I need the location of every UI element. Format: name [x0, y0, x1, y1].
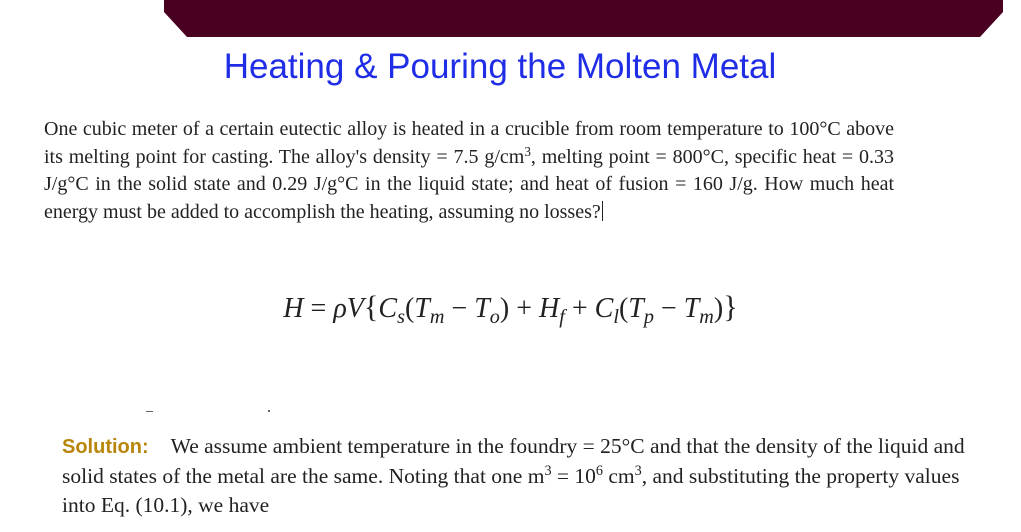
eq-plus-1: + [509, 293, 539, 324]
eq-Tp: T [628, 293, 644, 324]
eq-left-paren-2: ( [618, 293, 629, 324]
eq-sub-o: o [489, 306, 500, 329]
eq-V: V [346, 293, 364, 324]
solution-text-part-4: , and substituting the property values into Eq. (10.1), we have [62, 464, 960, 517]
eq-sub-l: l [613, 306, 619, 329]
problem-text-part-1: One cubic meter of a certain eutectic alloy is heated in a crucible from room temperature to 100°C above its melting point for casting. The alloy's density = 7.5 g/cm [44, 118, 894, 168]
heat-equation [0, 290, 1021, 329]
eq-rho: ρ [333, 293, 347, 324]
solution-sup-1: 3 [544, 463, 552, 480]
solution-label: Solution: [62, 436, 149, 458]
eq-Hf: H [539, 293, 560, 324]
eq-sub-m-2: m [699, 306, 714, 329]
eq-left-brace: { [363, 290, 379, 324]
eq-Tm-2: T [683, 293, 700, 324]
stray-mark [146, 411, 153, 412]
eq-To: T [474, 293, 490, 324]
solution-text-part-1: We assume ambient temperature in the foundry = 25°C and that the density of the liquid and solid states of the metal are the same. Noting that one m [62, 434, 965, 488]
eq-Cs: C [378, 293, 398, 324]
text-cursor [602, 201, 603, 221]
solution-text-part-3: cm [603, 464, 635, 488]
eq-plus-2: + [564, 293, 595, 324]
eq-sub-f: f [559, 306, 565, 329]
slide-title: Heating & Pouring the Molten Metal [223, 47, 777, 86]
eq-sub-p: p [643, 306, 654, 329]
eq-right-brace: } [723, 290, 738, 324]
eq-sub-s: s [397, 306, 405, 329]
solution-paragraph [62, 432, 974, 520]
eq-Cl: C [594, 293, 614, 324]
problem-statement [44, 116, 894, 226]
eq-minus-1: − [444, 293, 475, 324]
eq-Tm-1: T [414, 293, 430, 324]
eq-equals: = [303, 293, 334, 324]
eq-sub-m-1: m [429, 306, 445, 329]
banner-shape [164, 0, 1003, 37]
eq-right-paren-2: ) [713, 293, 724, 324]
stray-dot [268, 410, 270, 412]
eq-H: H [283, 293, 304, 324]
eq-minus-2: − [653, 293, 684, 324]
problem-text-part-2: , melting point = 800°C, specific heat = 0.33 J/g°C in the solid state and 0.29 J/g°C in the liquid state; and heat of fusion = 160 J/g. How much heat energy must be added to accomplish the heating, assuming no losses? [44, 145, 894, 223]
solution-sup-2: 6 [595, 463, 604, 480]
problem-superscript: 3 [524, 143, 531, 159]
top-banner [164, 0, 1003, 37]
eq-left-paren-1: ( [404, 293, 415, 324]
eq-right-paren-1: ) [499, 293, 510, 324]
solution-text-part-2: = 10 [551, 464, 596, 488]
solution-sup-3: 3 [634, 463, 642, 480]
